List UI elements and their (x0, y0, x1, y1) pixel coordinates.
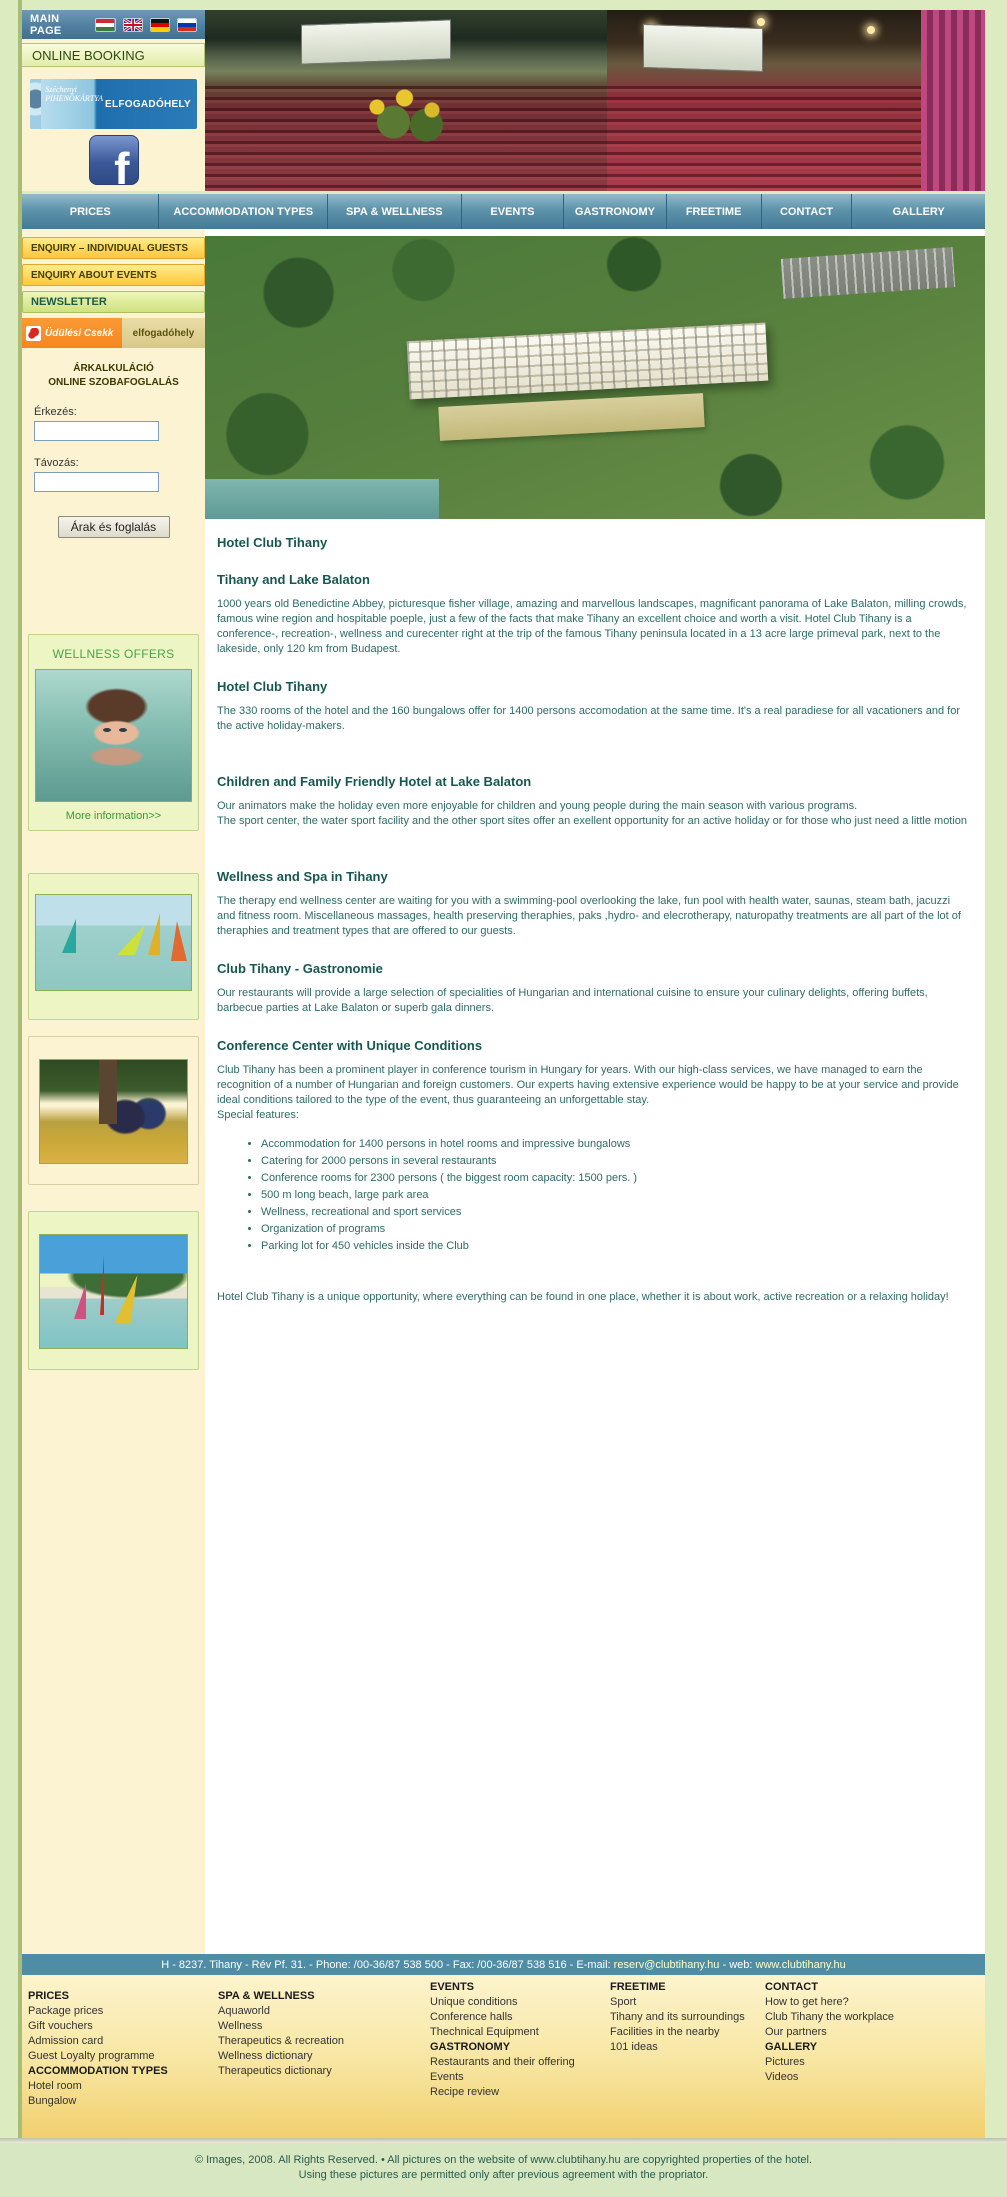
uk-flag-icon[interactable] (123, 18, 143, 32)
nav-item-freetime[interactable]: FREETIME (667, 194, 762, 229)
footer-heading-contact: CONTACT (765, 1981, 818, 1993)
windsurf-promo-box-1 (28, 873, 199, 1020)
footer-link[interactable]: Gift vouchers (28, 2020, 93, 2032)
udulesi-csekk-left: Üdülési Csekk (22, 318, 122, 348)
footer-heading-events: EVENTS (430, 1981, 475, 1993)
departure-label: Távozás: (34, 457, 79, 469)
nav-item-events[interactable]: EVENTS (462, 194, 565, 229)
lake-shore (205, 479, 439, 519)
section-heading-hotel-club-tihany: Hotel Club Tihany (217, 679, 328, 694)
footer-heading-gastronomy: GASTRONOMY (430, 2041, 511, 2053)
footer-link[interactable]: Tihany and its surroundings (610, 2011, 745, 2023)
paragraph: Club Tihany has been a prominent player in conference tourism in Hungary for years. With our high-class services, we have managed to earn the recognition of a number of Hungarian and foreign customers. Our experts having extensive experience would be happy to be at your service and provide ideal conditions tailored to the type of the event, thus guaranteeing an unforgettable stay. (217, 1064, 959, 1106)
footer-heading-prices: PRICES (28, 1990, 69, 2002)
conference-hall-photo-left (205, 10, 607, 191)
paragraph: Our restaurants will provide a large selection of specialities of Hungarian and international cuisine to ensure your culinary delights, offering buffets, barbecue parties at Lake Balaton or superb gala dinners. (217, 987, 928, 1014)
wellness-offer-photo[interactable] (35, 669, 192, 802)
footer-link[interactable]: Wellness (218, 2020, 263, 2032)
special-features-list (261, 1137, 969, 1254)
footer-link[interactable]: Wellness dictionary (218, 2050, 313, 2062)
family-promo-box (28, 1036, 199, 1185)
footer-link[interactable]: How to get here? (765, 1996, 849, 2008)
wellness-more-information-link[interactable]: More information>> (65, 810, 162, 822)
header (22, 10, 985, 191)
enquiry-individual-guests-button[interactable]: ENQUIRY – INDIVIDUAL GUESTS (22, 237, 205, 259)
online-booking-button[interactable]: ONLINE BOOKING (22, 43, 205, 67)
nav-item-gastronomy[interactable]: GASTRONOMY (564, 194, 667, 229)
footer-link[interactable]: Therapeutics & recreation (218, 2035, 344, 2047)
main-page-link[interactable]: MAIN PAGE (30, 12, 62, 37)
footer-heading-freetime: FREETIME (610, 1981, 666, 1993)
nav-item-gallery[interactable]: GALLERY (892, 205, 945, 218)
nav-item-accommodation-types[interactable]: ACCOMMODATION TYPES (159, 194, 328, 229)
footer-column-5 (765, 1975, 965, 2138)
udulesi-csekk-badge[interactable] (22, 318, 205, 348)
nav-item-prices[interactable]: PRICES (22, 194, 159, 229)
contact-info-bar (22, 1954, 985, 1975)
copyright-strip (0, 2143, 1007, 2197)
parking-lot (781, 247, 955, 299)
footer-link[interactable]: Sport (610, 1996, 637, 2008)
footer-link[interactable]: Facilities in the nearby (610, 2026, 720, 2038)
family-reading-photo[interactable] (39, 1059, 188, 1164)
footer-link[interactable]: Conference halls (430, 2011, 513, 2023)
mast-shape (100, 1255, 104, 1315)
nav-item-contact[interactable]: CONTACT (762, 194, 853, 229)
arrival-label: Érkezés: (34, 406, 77, 418)
paragraph: The 330 rooms of the hotel and the 160 bungalows offer for 1400 persons accomodation at the same time. It's a real paradiese for all vacationers and for the active holiday-makers. (217, 705, 961, 732)
sunflower-bouquet (355, 83, 465, 143)
projector-screen (301, 19, 451, 64)
newsletter-button[interactable]: NEWSLETTER (22, 291, 205, 313)
section-heading-wellness-spa: Wellness and Spa in Tihany (217, 869, 388, 884)
elfogadohely-badge: elfogadóhely (122, 318, 205, 348)
russian-flag-icon[interactable] (177, 18, 197, 32)
hotel-courtyard (438, 393, 705, 441)
nav-item-spa-wellness[interactable]: SPA & WELLNESS (328, 194, 462, 229)
special-features-label: Special features: (217, 1109, 299, 1121)
footer-link[interactable]: Our partners (765, 2026, 827, 2038)
footer-link[interactable]: Recipe review (430, 2086, 500, 2098)
list-item: • Accommodation for 1400 persons in hotel rooms and impressive bungalows (261, 1137, 969, 1152)
footer-link[interactable]: Bungalow (28, 2095, 77, 2107)
main-page-bar (22, 10, 205, 39)
footer-link[interactable]: Package prices (28, 2005, 104, 2017)
copyright-line-2: Using these pictures are permitted only after previous agreement with the propriator. (298, 2169, 709, 2181)
sail-shape (148, 913, 160, 955)
ceiling-light (757, 18, 765, 26)
list-item: • Parking lot for 450 vehicles inside the Club (261, 1239, 969, 1254)
paragraph: The therapy end wellness center are waiting for you with a swimming-pool overlooking the lake, fun pool with health water, saunas, steam bath, jacuzzi and fitness room. Miscellaneous massages, health preserving theraphies, paks ,hydro- and elecrotherapy, naturopathy treatments are all part of the lot of theraphies and treatment types that are offered to our guests. (217, 895, 961, 937)
enquiry-about-events-button[interactable]: ENQUIRY ABOUT EVENTS (22, 264, 205, 286)
projector-screen (643, 24, 763, 72)
footer-link[interactable]: Videos (765, 2071, 799, 2083)
content-wrapper (18, 0, 985, 2138)
wellness-offers-title: WELLNESS OFFERS (52, 647, 175, 661)
section-heading-conference-center: Conference Center with Unique Conditions (217, 1038, 483, 1053)
footer-link[interactable]: Thechnical Equipment (430, 2026, 539, 2038)
paragraph: Our animators make the holiday even more enjoyable for children and young people during the main season with various programs. (217, 800, 858, 812)
udulesi-csekk-logo-icon (26, 326, 41, 341)
hotel-aerial-photo (205, 236, 985, 519)
footer-heading-spa: SPA & WELLNESS (218, 1990, 315, 2002)
list-item: • Catering for 2000 persons in several restaurants (261, 1154, 969, 1169)
stage-curtain (921, 10, 985, 191)
footer-link[interactable]: Hotel room (28, 2080, 82, 2092)
header-left-column (22, 10, 205, 191)
contact-address-text: H - 8237. Tihany - Rév Pf. 31. - Phone: /00-36/87 538 500 - Fax: /00-36/87 538 516 - E-mail: (161, 1958, 614, 1971)
sidebar (22, 229, 205, 1954)
paragraph: The sport center, the water sport facility and the other sport sites offer an exellent opportunity for an active holiday or for those who just need a little motion (217, 815, 968, 827)
email-link[interactable]: reserv@clubtihany.hu (613, 1958, 720, 1971)
footer-column-2 (218, 1975, 430, 2138)
main-navigation (22, 194, 985, 229)
facebook-icon[interactable]: f (89, 135, 139, 185)
footer-link[interactable]: Pictures (765, 2056, 805, 2068)
prices-and-booking-button[interactable]: Árak és foglalás (58, 516, 170, 538)
header-photos (205, 10, 985, 191)
section-heading-tihany-balaton: Tihany and Lake Balaton (217, 572, 370, 587)
footer-link[interactable]: Events (430, 2071, 464, 2083)
sail-shape (74, 1283, 86, 1319)
booking-form-title: ÁRKALKULÁCIÓ ONLINE SZOBAFOGLALÁS (48, 363, 179, 388)
windsurfing-photo-2[interactable] (39, 1234, 188, 1349)
szechenyi-portrait-image (30, 79, 41, 129)
footer-link[interactable]: Unique conditions (430, 1996, 518, 2008)
section-heading-gastronomie: Club Tihany - Gastronomie (217, 961, 383, 976)
sail-shape (115, 1275, 138, 1323)
list-item: • Wellness, recreational and sport services (261, 1205, 969, 1220)
ceiling-light (867, 26, 875, 34)
szechenyi-card-badge[interactable] (30, 79, 197, 129)
contact-web-label: - web: (719, 1958, 756, 1971)
copyright-line-1: © Images, 2008. All Rights Reserved. • All pictures on the website of www.clubtihany.hu are copyrighted properties of the hotel. (194, 2154, 813, 2166)
body (22, 229, 985, 1954)
departure-date-input[interactable] (34, 472, 159, 492)
footer-link[interactable]: 101 ideas (610, 2041, 658, 2053)
hungarian-flag-icon[interactable] (95, 18, 115, 32)
facebook-area (22, 129, 205, 191)
footer-link[interactable]: Club Tihany the workplace (765, 2011, 895, 2023)
website-link[interactable]: www.clubtihany.hu (755, 1958, 846, 1971)
article (205, 519, 985, 1305)
footer-link[interactable]: Restaurants and their offering (430, 2056, 575, 2068)
main-content (205, 229, 985, 1954)
page-title: Hotel Club Tihany (217, 535, 328, 550)
list-item: • Conference rooms for 2300 persons ( the biggest room capacity: 1500 pers. ) (261, 1171, 969, 1186)
price-calculator-form (22, 348, 205, 538)
sail-shape (62, 919, 76, 953)
footer-sitemap (22, 1975, 985, 2138)
conference-hall-photo-right (607, 10, 985, 191)
footer-column-4 (610, 1975, 765, 2138)
footer-heading-accommodation: ACCOMMODATION TYPES (28, 2065, 168, 2077)
section-heading-children-family: Children and Family Friendly Hotel at Lake Balaton (217, 774, 532, 789)
windsurf-promo-box-2 (28, 1211, 199, 1370)
hotel-building (407, 323, 768, 400)
footer-link[interactable]: Admission card (28, 2035, 104, 2047)
wellness-offers-box (28, 634, 199, 831)
list-item: • Organization of programs (261, 1222, 969, 1237)
footer-column-3 (430, 1975, 610, 2138)
arrival-date-input[interactable] (34, 421, 159, 441)
windsurfing-photo-1[interactable] (35, 894, 192, 991)
list-item: • 500 m long beach, large park area (261, 1188, 969, 1203)
footer-link[interactable]: Aquaworld (218, 2005, 270, 2017)
footer-heading-gallery: GALLERY (765, 2041, 818, 2053)
german-flag-icon[interactable] (150, 18, 170, 32)
footer-link[interactable]: Guest Loyalty programme (28, 2050, 155, 2062)
sail-shape (117, 925, 145, 955)
footer-column-1 (28, 1975, 218, 2138)
sail-shape (161, 921, 187, 961)
paragraph: 1000 years old Benedictine Abbey, picturesque fisher village, amazing and marvellous landscapes, magnificant panorama of Lake Balaton, milling crowds, famous wine region and hospitable poeple, just a few of the facts that make Tihany an excellent choice and worth a visit. Hotel Club Tihany is a conference-, recreation-, wellness and curecenter right at the trip of the famous Tihany peninsula located in a 13 acre large primeval park, next to the lakeside, only 120 km from Budapest. (217, 598, 967, 655)
szechenyi-script-text: Széchenyi PIHENŐKÁRTYA (45, 85, 103, 103)
closing-paragraph: Hotel Club Tihany is a unique opportunity, where everything can be found in one place, whether it is about work, active recreation or a relaxing holiday! (217, 1291, 949, 1303)
elfogadohely-label: ELFOGADÓHELY (104, 98, 191, 110)
footer-link[interactable]: Therapeutics dictionary (218, 2065, 332, 2077)
